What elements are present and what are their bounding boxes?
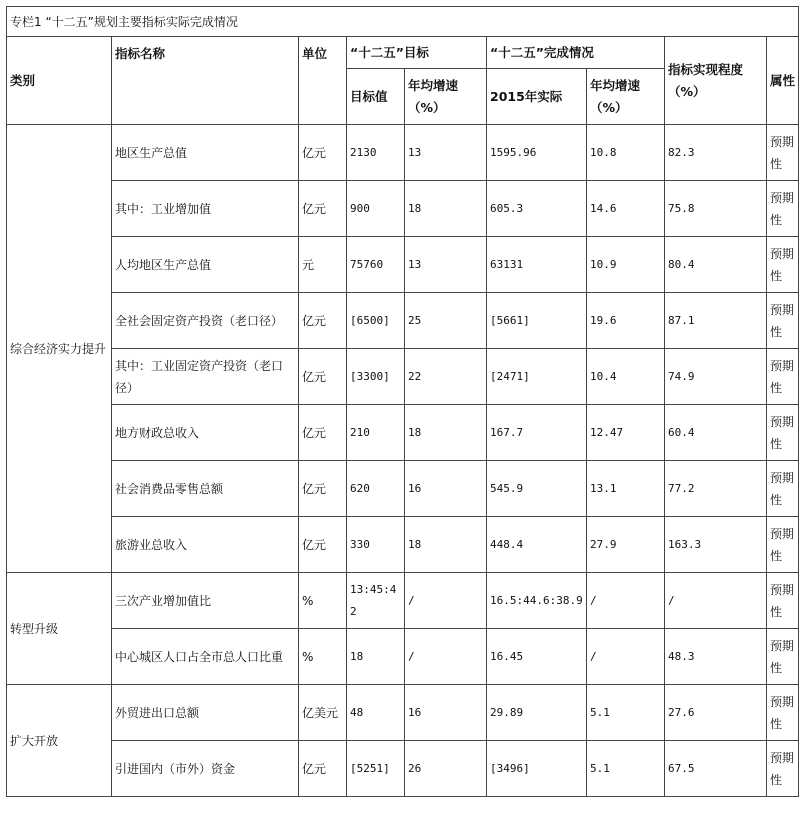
table-row [7, 125, 799, 181]
achievement-cell: / [665, 573, 767, 629]
indicator-name-cell: 人均地区生产总值 [112, 237, 299, 293]
achievement-cell: 60.4 [665, 405, 767, 461]
target-growth-cell: 18 [405, 517, 487, 573]
unit-cell: 亿美元 [299, 685, 347, 741]
actual-growth-cell: 5.1 [587, 741, 665, 797]
attribute-cell: 预期性 [767, 461, 799, 517]
actual-growth-cell: 13.1 [587, 461, 665, 517]
indicator-name-cell: 地区生产总值 [112, 125, 299, 181]
achievement-cell: 67.5 [665, 741, 767, 797]
actual-2015-cell: 1595.96 [487, 125, 587, 181]
target-growth-cell: 22 [405, 349, 487, 405]
indicator-name-cell: 旅游业总收入 [112, 517, 299, 573]
table-row [7, 237, 799, 293]
table-row [7, 685, 799, 741]
target-value-cell: [6500] [347, 293, 405, 349]
table-row [7, 741, 799, 797]
target-growth-cell: 16 [405, 461, 487, 517]
header-plan-group: “十二五”目标 [347, 37, 487, 69]
actual-growth-cell: 27.9 [587, 517, 665, 573]
actual-growth-cell: / [587, 573, 665, 629]
actual-growth-cell: 12.47 [587, 405, 665, 461]
table-row [7, 573, 799, 629]
attribute-cell: 预期性 [767, 125, 799, 181]
target-value-cell: 900 [347, 181, 405, 237]
indicator-name-cell: 社会消费品零售总额 [112, 461, 299, 517]
category-cell: 综合经济实力提升 [7, 125, 112, 573]
target-growth-cell: 13 [405, 125, 487, 181]
attribute-cell: 预期性 [767, 573, 799, 629]
category-cell: 扩大开放 [7, 685, 112, 797]
achievement-cell: 82.3 [665, 125, 767, 181]
attribute-cell: 预期性 [767, 629, 799, 685]
achievement-cell: 48.3 [665, 629, 767, 685]
attribute-cell: 预期性 [767, 349, 799, 405]
actual-2015-cell: 448.4 [487, 517, 587, 573]
unit-cell: 亿元 [299, 181, 347, 237]
unit-cell: 亿元 [299, 461, 347, 517]
table-caption: 专栏1 “十二五”规划主要指标实际完成情况 [7, 7, 799, 37]
achievement-cell: 80.4 [665, 237, 767, 293]
actual-growth-cell: 10.4 [587, 349, 665, 405]
target-growth-cell: / [405, 573, 487, 629]
indicator-name-cell: 地方财政总收入 [112, 405, 299, 461]
indicator-name-cell: 其中：工业固定资产投资（老口径） [112, 349, 299, 405]
achievement-cell: 27.6 [665, 685, 767, 741]
table-row [7, 293, 799, 349]
target-growth-cell: / [405, 629, 487, 685]
indicator-name-cell: 三次产业增加值比 [112, 573, 299, 629]
target-value-cell: [5251] [347, 741, 405, 797]
unit-cell: 亿元 [299, 517, 347, 573]
target-growth-cell: 13 [405, 237, 487, 293]
header-indicator: 指标名称 [112, 37, 299, 125]
target-growth-cell: 16 [405, 685, 487, 741]
indicator-name-cell: 中心城区人口占全市总人口比重 [112, 629, 299, 685]
achievement-cell: 77.2 [665, 461, 767, 517]
table-row [7, 517, 799, 573]
indicator-name-cell: 全社会固定资产投资（老口径） [112, 293, 299, 349]
attribute-cell: 预期性 [767, 517, 799, 573]
category-cell: 转型升级 [7, 573, 112, 685]
header-achievement: 指标实现程度（%） [665, 37, 767, 125]
target-value-cell: 48 [347, 685, 405, 741]
actual-2015-cell: [3496] [487, 741, 587, 797]
actual-growth-cell: / [587, 629, 665, 685]
attribute-cell: 预期性 [767, 181, 799, 237]
actual-2015-cell: 29.89 [487, 685, 587, 741]
actual-2015-cell: 605.3 [487, 181, 587, 237]
actual-2015-cell: [2471] [487, 349, 587, 405]
header-actual-growth: 年均增速（%） [587, 69, 665, 125]
target-value-cell: 210 [347, 405, 405, 461]
indicators-table [6, 6, 799, 797]
attribute-cell: 预期性 [767, 741, 799, 797]
achievement-cell: 74.9 [665, 349, 767, 405]
achievement-cell: 75.8 [665, 181, 767, 237]
unit-cell: 亿元 [299, 349, 347, 405]
indicator-name-cell: 其中：工业增加值 [112, 181, 299, 237]
attribute-cell: 预期性 [767, 405, 799, 461]
header-plan-target: 目标值 [347, 69, 405, 125]
actual-2015-cell: 16.45 [487, 629, 587, 685]
table-row [7, 349, 799, 405]
attribute-cell: 预期性 [767, 685, 799, 741]
actual-2015-cell: 63131 [487, 237, 587, 293]
unit-cell: 亿元 [299, 405, 347, 461]
target-growth-cell: 25 [405, 293, 487, 349]
attribute-cell: 预期性 [767, 237, 799, 293]
target-growth-cell: 26 [405, 741, 487, 797]
actual-2015-cell: [5661] [487, 293, 587, 349]
actual-growth-cell: 19.6 [587, 293, 665, 349]
actual-growth-cell: 5.1 [587, 685, 665, 741]
table-row [7, 181, 799, 237]
target-value-cell: 75760 [347, 237, 405, 293]
unit-cell: 亿元 [299, 125, 347, 181]
table-row [7, 629, 799, 685]
unit-cell: 元 [299, 237, 347, 293]
indicator-name-cell: 外贸进出口总额 [112, 685, 299, 741]
achievement-cell: 87.1 [665, 293, 767, 349]
table-row [7, 405, 799, 461]
unit-cell: 亿元 [299, 741, 347, 797]
target-value-cell: [3300] [347, 349, 405, 405]
table-row [7, 461, 799, 517]
header-actual-group: “十二五”完成情况 [487, 37, 665, 69]
actual-growth-cell: 14.6 [587, 181, 665, 237]
unit-cell: 亿元 [299, 293, 347, 349]
actual-growth-cell: 10.9 [587, 237, 665, 293]
header-attribute: 属性 [767, 37, 799, 125]
actual-growth-cell: 10.8 [587, 125, 665, 181]
target-value-cell: 2130 [347, 125, 405, 181]
actual-2015-cell: 16.5:44.6:38.9 [487, 573, 587, 629]
target-value-cell: 620 [347, 461, 405, 517]
actual-2015-cell: 167.7 [487, 405, 587, 461]
header-unit: 单位 [299, 37, 347, 125]
target-value-cell: 18 [347, 629, 405, 685]
target-value-cell: 13:45:42 [347, 573, 405, 629]
target-growth-cell: 18 [405, 181, 487, 237]
header-plan-growth: 年均增速（%） [405, 69, 487, 125]
target-value-cell: 330 [347, 517, 405, 573]
unit-cell: % [299, 629, 347, 685]
achievement-cell: 163.3 [665, 517, 767, 573]
target-growth-cell: 18 [405, 405, 487, 461]
unit-cell: % [299, 573, 347, 629]
indicator-name-cell: 引进国内（市外）资金 [112, 741, 299, 797]
attribute-cell: 预期性 [767, 293, 799, 349]
actual-2015-cell: 545.9 [487, 461, 587, 517]
header-category: 类别 [7, 37, 112, 125]
header-actual-2015: 2015年实际 [487, 69, 587, 125]
